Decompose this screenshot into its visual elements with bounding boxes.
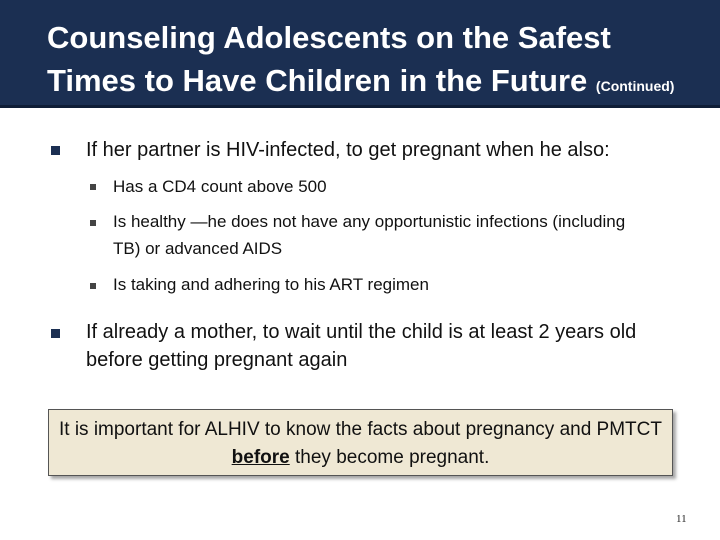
bullet-square-icon	[51, 329, 60, 338]
callout-emphasis: before	[231, 447, 290, 468]
bullet-text: If already a mother, to wait until the child is at least 2 years old before getting pregnant again	[86, 321, 637, 371]
bullet-text: If her partner is HIV-infected, to get pregnant when he also:	[86, 139, 610, 161]
bullet-square-icon	[51, 146, 60, 155]
sub-bullet-text: Is healthy —he does not have any opportunistic infections (including TB) or advanced AIDS	[113, 212, 626, 258]
title-line-1: Counseling Adolescents on the Safest	[47, 20, 611, 55]
page-number: 11	[676, 513, 687, 525]
sub-bullet-text: Is taking and adhering to his ART regimen	[113, 275, 429, 294]
slide-title	[47, 16, 707, 108]
callout-text-end: they become pregnant.	[289, 447, 490, 468]
callout-box	[48, 409, 673, 476]
title-bar	[0, 0, 720, 108]
sub-bullet-text: Has a CD4 count above 500	[113, 177, 327, 196]
title-suffix: (Continued)	[595, 78, 675, 94]
title-line-2: Times to Have Children in the Future	[47, 63, 588, 98]
sub-bullet-square-icon	[90, 283, 96, 289]
sub-bullet-square-icon	[90, 220, 96, 226]
callout-text: It is important for ALHIV to know the facts about pregnancy and PMTCT	[58, 419, 662, 440]
sub-bullet-square-icon	[90, 184, 96, 190]
